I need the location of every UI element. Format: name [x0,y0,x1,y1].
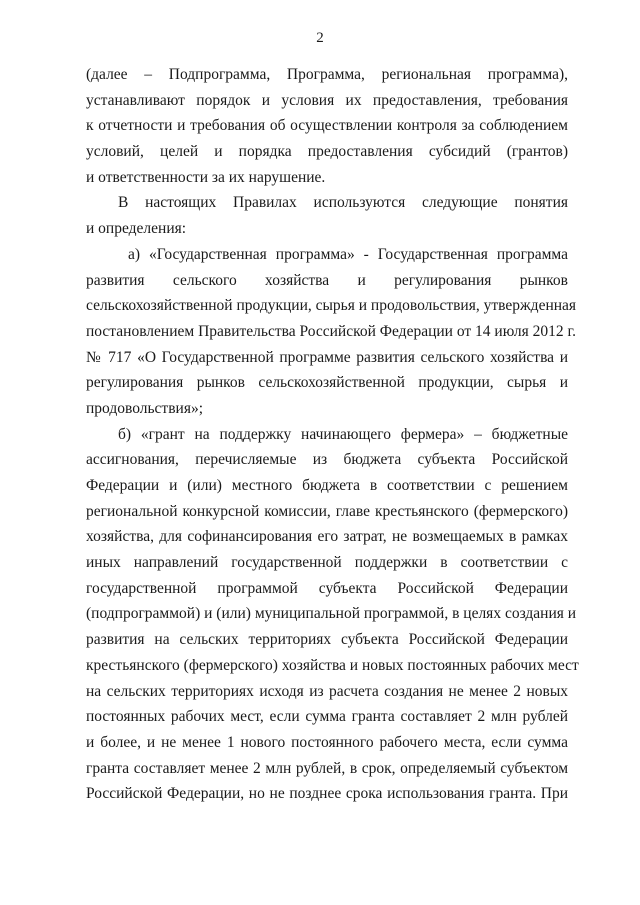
text-line: хозяйства, для софинансирования его затрат, не возмещаемых в рамках [86,528,568,546]
text-line: (далее – Подпрограмма, Программа, региональная программа), [86,66,568,83]
text-line: крестьянского (фермерского) хозяйства и новых постоянных рабочих мест [86,656,579,674]
document-body [86,62,579,807]
text-line: ассигнования, перечисляемые из бюджета субъекта Российской [86,451,568,469]
text-line: постоянных рабочих мест, если сумма гранта составляет 2 млн рублей [86,708,568,726]
text-line: сельскохозяйственной продукции, сырья и продовольствия, утвержденная [86,297,577,315]
text-line: № 717 «О Государственной программе развития сельского хозяйства и [86,348,568,366]
text-line: продовольствия»; [86,399,203,417]
text-line: Российской Федерации, но не позднее срока использования гранта. При [86,785,568,803]
text-line: гранта составляет менее 2 млн рублей, в срок, определяемый субъектом [86,759,568,777]
text-line: а) «Государственная программа» - Государственная программа [128,245,568,263]
text-line: и более, и не менее 1 нового постоянного рабочего места, если сумма [86,733,568,751]
text-line: постановлением Правительства Российской Федерации от 14 июля 2012 г. [86,322,576,340]
text-line: государственной программой субъекта Российской Федерации [86,579,568,597]
text-line: к отчетности и требования об осуществлении контроля за соблюдением [86,117,568,135]
text-line: Федерации и (или) местного бюджета в соответствии с решением [86,477,568,494]
text-line: б) «грант на поддержку начинающего фермера» – бюджетные [118,425,568,443]
text-line: (подпрограммой) и (или) муниципальной программой, в целях создания и [86,605,577,623]
text-line: иных направлений государственной поддержки в соответствии с [86,554,568,572]
text-line: на сельских территориях исходя из расчета создания не менее 2 новых [86,682,568,700]
text-line: развития сельского хозяйства и регулирования рынков [86,271,568,289]
text-line: условий, целей и порядка предоставления субсидий (грантов) [86,143,568,161]
text-line: регулирования рынков сельскохозяйственной продукции, сырья и [86,374,568,392]
text-line: устанавливают порядок и условия их предоставления, требования [86,91,568,109]
text-line: региональной конкурсной комиссии, главе крестьянского (фермерского) [86,502,568,520]
text-line: В настоящих Правилах используются следующие понятия [118,194,568,212]
text-line: и определения: [86,220,187,238]
text-line: и ответственности за их нарушение. [86,168,326,186]
page-number: 2 [316,30,324,46]
text-line: развития на сельских территориях субъекта Российской Федерации [86,631,568,649]
